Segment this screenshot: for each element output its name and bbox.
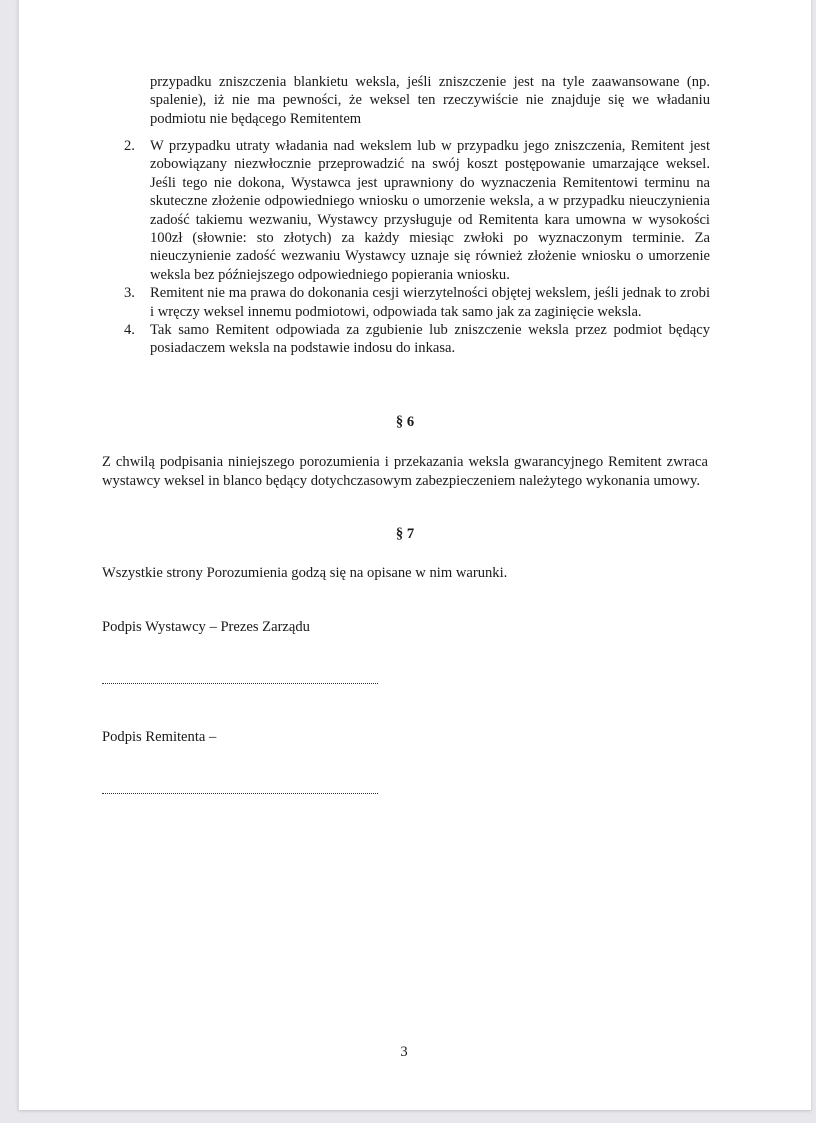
list-item-text: W przypadku utraty władania nad wekslem lub w przypadku jego zniszczenia, Remitent jest zobowiązany niezwłocznie przeprowadzić na swój koszt postępowanie umarzające weksel. Jeśli tego nie dokona, Wystawca jest uprawniony do wyznaczenia Remitentowi terminu na skuteczne złożenie odpowiedniego wniosku o umorzenie weksla, a w przypadku nieuczynienia zadość takiemu wezwaniu, Wystawcy przysługuje od Remitenta kara umowna w wysokości 100zł (słownie: sto złotych) za każdy miesiąc zwłoki po wyznaczonym terminie. Za nieuczynienie zadość wezwaniu Wystawcy uznaje się również złożenie wniosku o umorzenie weksla bez późniejszego odpowiedniego popierania wniosku.	[150, 138, 710, 283]
page-number: 3	[400, 1044, 408, 1060]
list-item-number: 3.	[124, 285, 135, 302]
issuer-signature-label: Podpis Wystawcy – Prezes Zarządu	[102, 619, 310, 635]
section-6-heading: § 6	[395, 414, 415, 430]
list-item-number: 4.	[124, 322, 135, 339]
list-item-text: Remitent nie ma prawa do dokonania cesji wierzytelności objętej wekslem, jeśli jednak to zrobi i wręczy weksel innemu podmiotowi, odpowiada tak samo jak za zaginięcie weksla.	[150, 285, 710, 320]
continuation-paragraph: przypadku zniszczenia blankietu weksla, jeśli zniszczenie jest na tyle zaawansowane (np. spalenie), iż nie ma pewności, że weksel ten rzeczywiście nie znajduje się we władaniu podmiotu nie będącego Remitentem	[150, 74, 710, 127]
payee-signature-label: Podpis Remitenta –	[102, 729, 217, 745]
issuer-signature-line	[102, 683, 378, 684]
list-item-text: Tak samo Remitent odpowiada za zgubienie lub zniszczenie weksla przez podmiot będący posiadaczem weksla na podstawie indosu do inkasa.	[150, 322, 710, 357]
list-item-3	[124, 284, 710, 321]
section-7-paragraph: Wszystkie strony Porozumienia godzą się na opisane w nim warunki.	[102, 565, 508, 581]
list-item-2	[124, 137, 710, 284]
section-6-paragraph: Z chwilą podpisania niniejszego porozumienia i przekazania weksla gwarancyjnego Remitent zwraca wystawcy weksel in blanco będący dotychczasowym zabezpieczeniem należytego wykonania umowy.	[102, 454, 708, 489]
list-item-4	[124, 321, 710, 358]
section-7-heading: § 7	[395, 526, 415, 542]
redaction-mark	[332, 609, 696, 653]
numbered-list	[124, 137, 710, 358]
payee-signature-line	[102, 793, 378, 794]
list-item-number: 2.	[124, 138, 135, 154]
